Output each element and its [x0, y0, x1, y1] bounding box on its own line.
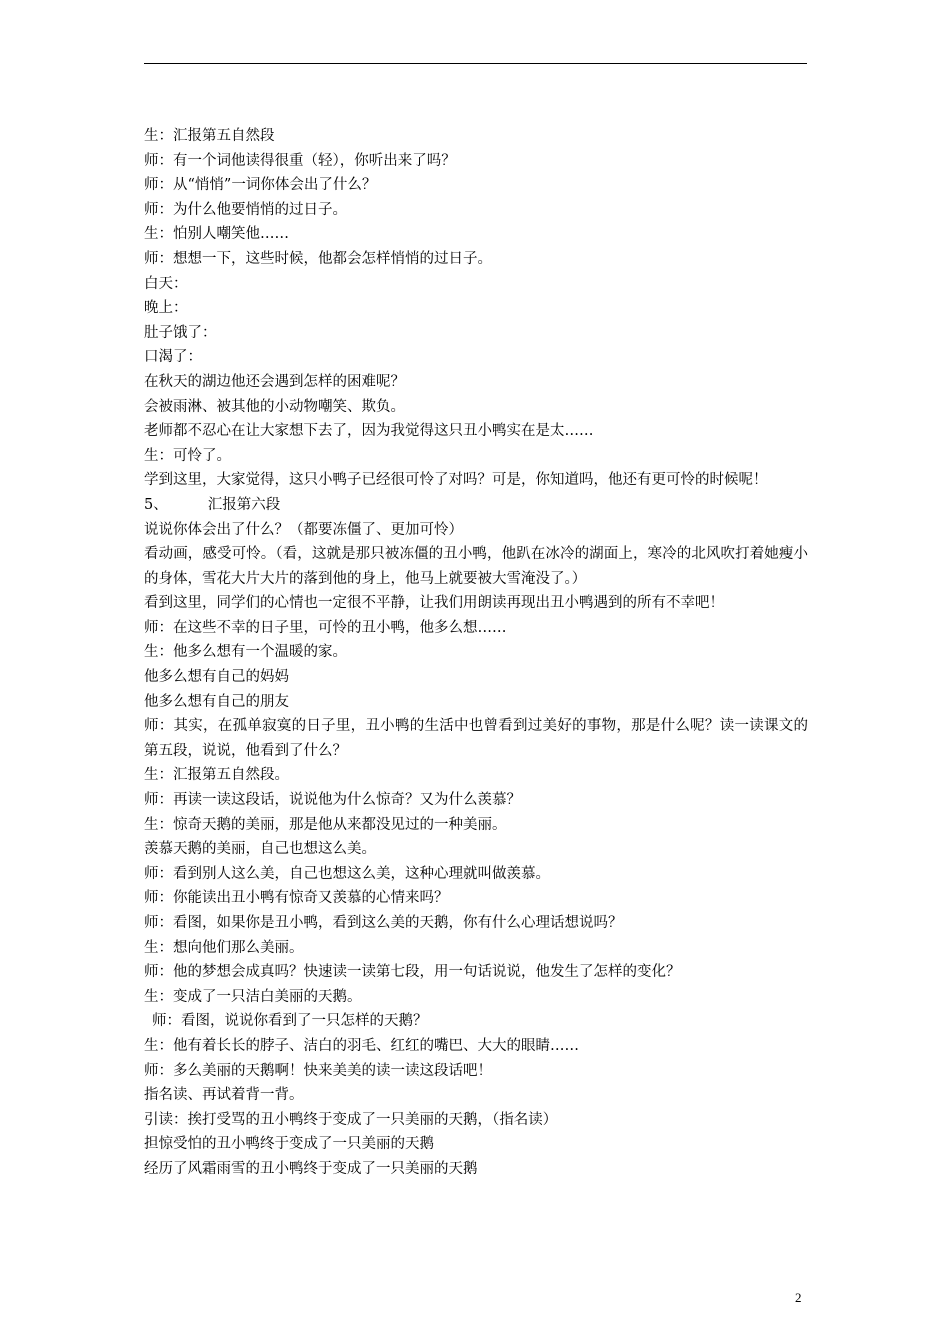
- text-line: 经历了风霜雨雪的丑小鸭终于变成了一只美丽的天鹅: [144, 1160, 478, 1177]
- text-line: 老师都不忍心在让大家想下去了，因为我觉得这只丑小鸭实在是太……: [144, 423, 594, 440]
- page-number: 2: [795, 1290, 802, 1305]
- text-line: 会被雨淋、被其他的小动物嘲笑、欺负。: [144, 398, 405, 415]
- text-line: 羡慕天鹅的美丽，自己也想这么美。: [144, 841, 376, 858]
- text-line: 师：他的梦想会成真吗？快速读一读第七段，用一句话说说，他发生了怎样的变化？: [144, 964, 681, 981]
- text-line: 师：有一个词他读得很重（轻），你听出来了吗？: [144, 152, 456, 169]
- text-line: 生：怕别人嘲笑他……: [144, 226, 289, 243]
- text-line: 口渴了：: [144, 349, 202, 366]
- paragraph: 看动画，感受可怜。（看，这就是那只被冻僵的丑小鸭，他趴在冰冷的湖面上，寒冷的北风吹打着她瘦小的身体，雪花大片大片的落到他的身上，他马上就要被大雪淹没了。）: [144, 546, 808, 587]
- text-line: 生：汇报第五自然段。: [144, 767, 289, 784]
- text-line: 生：想向他们那么美丽。: [144, 939, 304, 956]
- section-heading: [144, 493, 808, 518]
- text-line: 白天：: [144, 275, 188, 292]
- header-rule: [144, 63, 807, 64]
- text-line: 师：你能读出丑小鸭有惊奇又羡慕的心情来吗？: [144, 890, 449, 907]
- text-line: 生：汇报第五自然段: [144, 128, 275, 144]
- text-line: 师：看图，说说你看到了一只怎样的天鹅？: [152, 1013, 428, 1030]
- paragraph: 学到这里，大家觉得，这只小鸭子已经很可怜了对吗？可是，你知道吗，他还有更可怜的时候呢！: [144, 472, 768, 489]
- text-line: 担惊受怕的丑小鸭终于变成了一只美丽的天鹅: [144, 1136, 434, 1153]
- paragraph: 师：其实，在孤单寂寞的日子里，丑小鸭的生活中也曾看到过美好的事物，那是什么呢？读一读课文的第五段，说说，他看到了什么？: [144, 718, 808, 759]
- text-line: 师：看图，如果你是丑小鸭，看到这么美的天鹅，你有什么心理话想说吗？: [144, 915, 623, 931]
- text-line: 师：从“悄悄”一词你体会出了什么？: [144, 177, 377, 194]
- text-line: 师：多么美丽的天鹅啊！快来美美的读一读这段话吧！: [144, 1062, 492, 1079]
- text-line: 生：惊奇天鹅的美丽，那是他从来都没见过的一种美丽。: [144, 816, 507, 833]
- text-line: 看到这里，同学们的心情也一定很不平静，让我们用朗读再现出丑小鸭遇到的所有不幸吧！: [144, 595, 724, 612]
- text-line: 师：再读一读这段话，说说他为什么惊奇？又为什么羡慕？: [144, 792, 521, 809]
- text-line: 师：想想一下，这些时候，他都会怎样悄悄的过日子。: [144, 250, 492, 267]
- text-line: 师：看到别人这么美，自己也想这么美，这种心理就叫做羡慕。: [144, 865, 550, 882]
- text-line: 他多么想有自己的妈妈: [144, 669, 289, 686]
- text-line: 他多么想有自己的朋友: [144, 693, 289, 710]
- text-line: 生：可怜了。: [144, 447, 231, 464]
- text-line: 在秋天的湖边他还会遇到怎样的困难呢？: [144, 373, 405, 390]
- text-line: 晚上：: [144, 300, 188, 317]
- text-line: 生：变成了一只洁白美丽的天鹅。: [144, 988, 362, 1005]
- text-line: 指名读、再试着背一背。: [144, 1087, 304, 1104]
- text-line: 师：在这些不幸的日子里，可怜的丑小鸭，他多么想……: [144, 619, 507, 636]
- text-line: 生：他有着长长的脖子、洁白的羽毛、红红的嘴巴、大大的眼睛……: [144, 1037, 579, 1054]
- section-number: 5、: [144, 496, 168, 513]
- text-line: 说说你体会出了什么？（都要冻僵了、更加可怜）: [144, 521, 463, 538]
- text-line: 肚子饿了：: [144, 324, 217, 341]
- text-line: 引读：挨打受骂的丑小鸭终于变成了一只美丽的天鹅，（指名读）: [144, 1111, 558, 1128]
- document-body: [144, 124, 808, 1182]
- text-line: 师：为什么他要悄悄的过日子。: [144, 201, 347, 218]
- section-title: 汇报第六段: [207, 496, 281, 513]
- text-line: 生：他多么想有一个温暖的家。: [144, 644, 347, 661]
